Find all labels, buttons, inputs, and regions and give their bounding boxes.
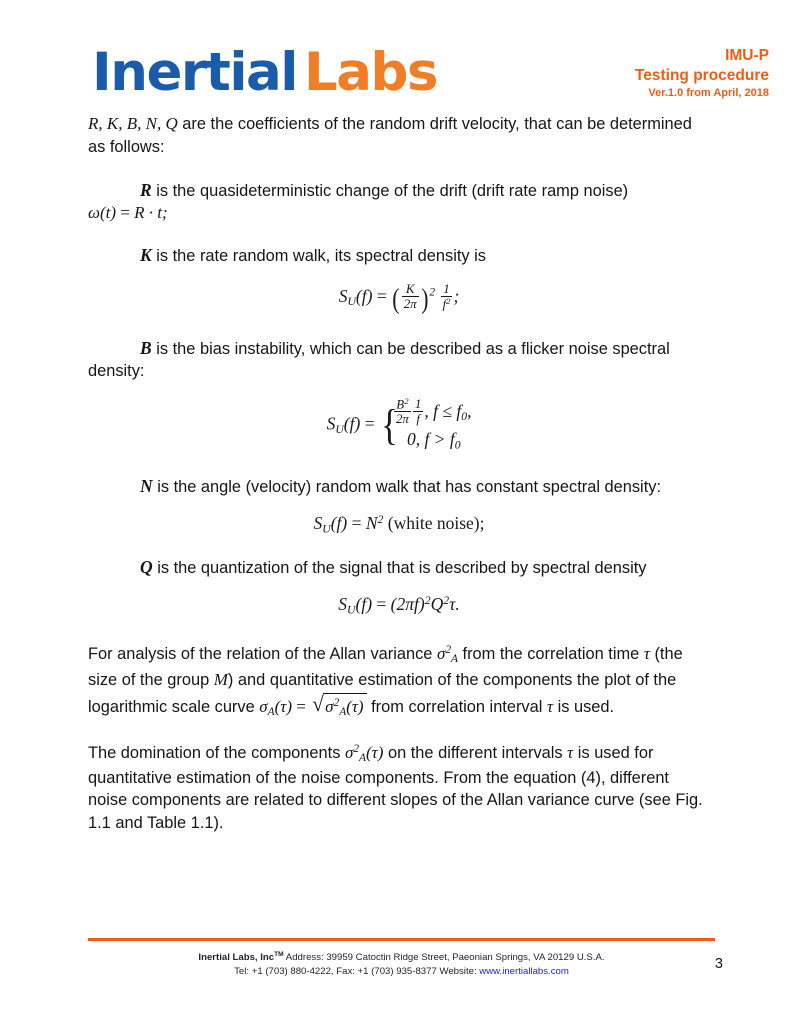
equation-q-subscript: U: [347, 603, 356, 617]
equation-k-tail: ;: [453, 285, 460, 306]
equation-k-subscript: U: [347, 294, 356, 308]
document-subtitle: Testing procedure: [634, 66, 769, 84]
equation-b-arg: (f): [343, 413, 361, 434]
footer-address: Address: 39959 Catoctin Ridge Street, Paeonian Springs, VA 20129 U.S.A.: [283, 951, 605, 963]
paragraph-allan-variance-1: [88, 642, 710, 720]
symbol-q: Q: [140, 557, 153, 578]
equation-b-case1-tail: ,: [467, 400, 472, 421]
allan-1-curve-subscript: A: [267, 706, 275, 719]
equation-k-exponent: 2: [429, 285, 436, 299]
equation-k-f-exponent: 2: [446, 295, 451, 306]
footer-line-contact: [88, 965, 715, 980]
allan-1-sigma-exponent: 2: [445, 644, 452, 657]
equation-b-piecewise: [379, 397, 472, 454]
paragraph-allan-variance-2: [88, 741, 710, 835]
footer-body: [88, 950, 723, 980]
logo-word-labs: Labs: [303, 42, 437, 103]
allan-1-sigma-subscript: A: [451, 653, 458, 666]
equation-b-case1-f2-denominator: f: [416, 411, 420, 427]
document-title: IMU-P: [725, 47, 769, 64]
equation-b-case-2: [393, 426, 472, 454]
equation-n-rhs: N: [365, 513, 378, 534]
equation-b-case1-f2-numerator: 1: [414, 396, 422, 412]
equation-b-f0-subscript-2: 0: [454, 438, 461, 452]
document-meta: [635, 46, 769, 100]
equation-b-condition-1: , f ≤ f: [424, 400, 462, 421]
allan-1-tau-2: τ: [546, 696, 554, 716]
equation-r: [88, 203, 710, 223]
company-logo: [92, 42, 437, 103]
equation-n-arg: (f): [330, 513, 348, 534]
brace-icon: {: [381, 400, 398, 449]
equation-b-condition-2: 0, f > f: [406, 429, 455, 450]
equation-k-fraction-2: [441, 282, 453, 311]
allan-1-m: M: [213, 670, 228, 690]
equation-r-equals: =: [120, 202, 130, 222]
equation-q: [88, 594, 710, 616]
allan-1-radicand-subscript: A: [339, 706, 347, 719]
footer-website-link[interactable]: www.inertiallabs.com: [479, 966, 569, 978]
equation-k-arg: (f): [355, 285, 373, 306]
equation-b-b-exponent: 2: [404, 395, 409, 406]
allan-1-seg-3: (the size of the group: [88, 645, 683, 690]
allan-1-tau-1: τ: [643, 644, 650, 664]
symbol-n: N: [140, 476, 153, 497]
equation-b: [88, 397, 710, 454]
allan-2-seg-2: on the different intervals: [383, 743, 568, 762]
paragraph-coefficient-q: [88, 555, 710, 580]
equation-q-term-2: Q: [430, 594, 444, 615]
equation-b-case1-denominator: 2π: [395, 411, 409, 427]
equation-k-paren-open: (: [392, 282, 400, 315]
text-coefficient-k: is the rate random walk, its spectral density is: [151, 246, 487, 265]
allan-1-radicand-exponent: 2: [333, 696, 340, 709]
equation-b-s: S: [326, 413, 336, 434]
document-version: Ver.1.0 from April, 2018: [648, 86, 769, 99]
coefficient-symbols: R, K, B, N, Q: [88, 114, 178, 133]
text-coefficient-r: is the quasideterministic change of the drift (drift rate ramp noise): [151, 182, 629, 201]
allan-1-curve: [259, 691, 366, 719]
allan-1-curve-arg: (τ): [274, 696, 293, 716]
paragraph-intro: [88, 112, 710, 158]
symbol-r: R: [140, 180, 152, 201]
allan-1-curve-equals: =: [292, 696, 311, 716]
allan-1-seg-4: ) and quantitative estimation of the components the plot of the logarithmic scale curve: [88, 671, 677, 716]
symbol-b: B: [140, 337, 152, 358]
equation-k-fraction-2-numerator: 1: [441, 282, 453, 297]
paragraph-coefficient-b: [88, 336, 710, 383]
allan-2-tau: τ: [567, 742, 574, 762]
equation-n-note: (white noise);: [387, 513, 485, 534]
equation-k-equals: =: [376, 285, 387, 306]
radical-icon: √: [312, 691, 324, 716]
allan-2-seg-1: The domination of the components: [88, 743, 345, 762]
equation-n-s: S: [313, 513, 323, 534]
allan-1-seg-2: from the correlation time: [457, 645, 644, 664]
footer-line-address: [88, 950, 715, 966]
equation-q-s: S: [338, 594, 348, 615]
equation-b-case-1: [393, 397, 472, 426]
equation-b-f0-subscript-1: 0: [461, 410, 468, 423]
allan-1-seg-1: For analysis of the relation of the Allan variance: [88, 645, 437, 664]
equation-k-fraction-2-denominator: [441, 297, 453, 311]
intro-text: are the coefficients of the random drift velocity, that can be determined as follows:: [88, 115, 692, 156]
allan-2-sigma-subscript: A: [359, 751, 366, 764]
equation-q-arg: (f): [355, 594, 373, 615]
allan-1-sigma: [436, 644, 458, 666]
equation-q-term-2-exponent: 2: [443, 593, 450, 607]
equation-b-b: B: [396, 396, 405, 412]
logo-word-inertial: Inertial: [92, 42, 297, 103]
equation-b-equals: =: [364, 413, 375, 434]
equation-n-exponent: 2: [377, 512, 384, 526]
text-coefficient-n: is the angle (velocity) random walk that has constant spectral density:: [152, 478, 661, 497]
footer-contact-text: Tel: +1 (703) 880-4222, Fax: +1 (703) 935-8377 Website:: [234, 966, 480, 978]
paragraph-coefficient-n: [88, 474, 710, 499]
equation-n: [88, 513, 710, 535]
allan-1-radicand-sigma: σ: [325, 696, 334, 716]
equation-k-denominator: 2π: [403, 296, 417, 312]
equation-k: [88, 282, 710, 316]
equation-q-term-1: (2πf): [390, 594, 425, 615]
text-coefficient-q: is the quantization of the signal that is described by spectral density: [152, 559, 647, 578]
equation-k-fraction-1: [402, 282, 419, 311]
allan-1-seg-6: is used.: [553, 697, 615, 716]
equation-k-paren-close: ): [420, 282, 429, 315]
trademark-icon: TM: [274, 950, 284, 958]
page-number: 3: [714, 955, 723, 972]
allan-1-radicand: [323, 693, 366, 721]
allan-2-sigma-glyph: σ: [344, 742, 354, 762]
equation-q-term-3: τ.: [449, 594, 460, 615]
allan-2-seg-3: is used for quantitative estimation of the noise components. From the equation (4), different noise components are related to different slopes of the Allan variance curve (see Fig. 1.1 and Table 1.1).: [88, 743, 703, 832]
allan-1-seg-5: from correlation interval: [366, 697, 547, 716]
allan-2-sigma: [345, 743, 383, 762]
page-footer: [88, 938, 723, 980]
allan-1-radicand-arg: (τ): [346, 696, 364, 716]
allan-1-sigma-glyph: σ: [436, 644, 446, 664]
equation-r-rhs: R · t;: [134, 202, 168, 222]
equation-n-equals: =: [351, 513, 362, 534]
equation-q-equals: =: [376, 594, 387, 615]
page-content: [88, 112, 710, 835]
symbol-k: K: [140, 244, 152, 265]
equation-r-lhs: ω(t): [88, 202, 117, 222]
allan-2-sigma-exponent: 2: [353, 742, 360, 755]
equation-k-numerator: K: [402, 282, 419, 297]
allan-1-curve-sigma: σ: [259, 696, 268, 716]
equation-b-subscript: U: [335, 422, 344, 436]
equation-k-s: S: [338, 285, 348, 306]
allan-1-sqrt: [312, 692, 366, 721]
page-header: [0, 44, 791, 112]
allan-2-sigma-arg: (τ): [365, 742, 384, 762]
paragraph-coefficient-r: [88, 178, 710, 203]
text-coefficient-b: is the bias instability, which can be described as a flicker noise spectral density:: [88, 339, 670, 381]
footer-divider: [88, 938, 715, 940]
equation-q-term-1-exponent: 2: [424, 593, 431, 607]
equation-k-f: f: [442, 296, 447, 312]
footer-company-name: Inertial Labs, Inc: [198, 951, 275, 963]
equation-b-fraction-2: [413, 397, 423, 426]
equation-n-subscript: U: [322, 522, 331, 536]
paragraph-coefficient-k: [88, 243, 710, 268]
